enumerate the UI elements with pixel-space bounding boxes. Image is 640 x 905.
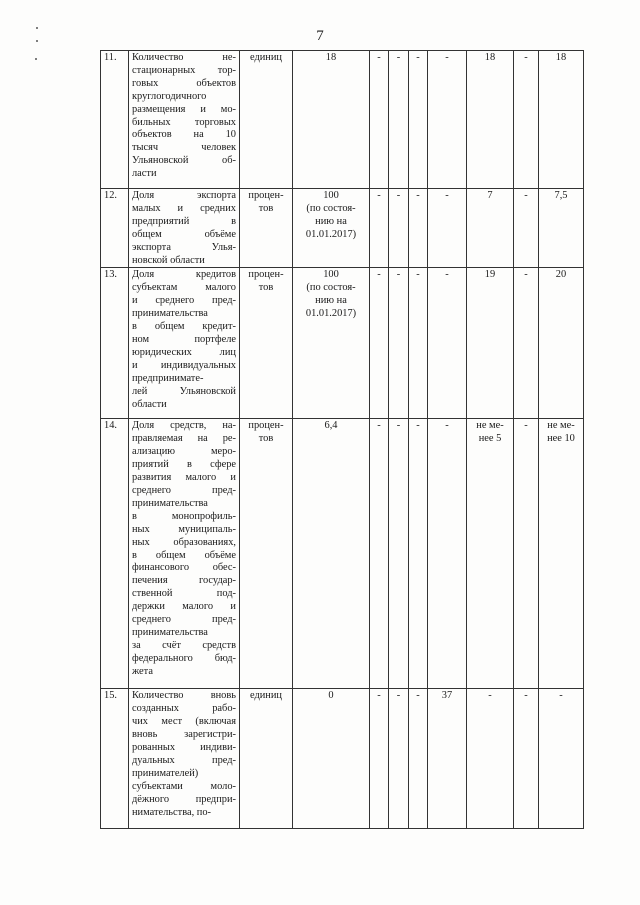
scan-speck xyxy=(36,27,38,29)
indicator-name xyxy=(129,268,240,419)
unit-of-measure xyxy=(240,419,293,689)
base-value-line: 01.01.2017) xyxy=(305,228,357,240)
year-value: не ме- нее 10 xyxy=(539,419,584,689)
indicator-name-line: в общем кредит- xyxy=(132,321,236,333)
row-number: 12. xyxy=(101,189,129,268)
indicator-name-line: стационарных тор- xyxy=(132,64,236,76)
indicator-name-line: Количество вновь xyxy=(132,690,236,702)
year-value: 20 xyxy=(539,268,584,419)
indicator-name-line: бильных торговых xyxy=(132,116,236,128)
year-value: 18 xyxy=(467,51,514,189)
indicator-name-line: принимательства xyxy=(132,308,208,320)
year-value: - xyxy=(467,689,514,829)
indicator-name-line: субъектами моло- xyxy=(132,780,236,792)
base-value xyxy=(293,51,370,189)
year-value: не ме- нее 5 xyxy=(467,419,514,689)
indicator-name-line: общем объёме xyxy=(132,228,236,240)
indicator-name-line: приятий в сфере xyxy=(132,459,236,471)
indicator-name-line: ных образованиях, xyxy=(132,536,236,548)
table-row xyxy=(101,419,584,689)
indicator-name-line: в общем объёме xyxy=(132,549,236,561)
year-value: - xyxy=(409,419,428,689)
year-value: - xyxy=(370,268,389,419)
base-value xyxy=(293,419,370,689)
indicator-name-line: тысяч человек xyxy=(132,142,236,154)
year-value: - xyxy=(539,689,584,829)
year-value: 37 xyxy=(428,689,467,829)
base-value xyxy=(293,268,370,419)
base-value-line: 0 xyxy=(328,690,334,702)
year-value: - xyxy=(389,51,409,189)
year-value: - xyxy=(428,189,467,268)
indicator-name-line: принимательства xyxy=(132,626,208,638)
page-number: 7 xyxy=(316,28,324,44)
indicator-name-line: и индивидуальных xyxy=(132,359,236,371)
indicator-name-line: федерального бюд- xyxy=(132,652,236,664)
unit-of-measure xyxy=(240,268,293,419)
indicator-name-line: объектов на 10 xyxy=(132,129,236,141)
base-value-line: (по состоя- xyxy=(306,282,356,294)
indicator-name-line: принимателей) xyxy=(132,767,199,779)
indicator-name-line: ализацию меро- xyxy=(132,446,236,458)
unit-line: тов xyxy=(258,282,274,294)
year-value: - xyxy=(370,419,389,689)
year-value: - xyxy=(389,689,409,829)
indicator-name-line: принимательства xyxy=(132,497,208,509)
indicator-name-line: предпринимате- xyxy=(132,372,204,384)
indicator-name-line: предприятий в xyxy=(132,215,236,227)
unit-line: единиц xyxy=(249,52,282,63)
indicator-name-line: печения государ- xyxy=(132,575,236,587)
indicator-name-line: развития малого и xyxy=(132,472,236,484)
base-value xyxy=(293,189,370,268)
year-value: - xyxy=(514,419,539,689)
year-value: - xyxy=(409,268,428,419)
row-number: 11. xyxy=(101,51,129,189)
indicator-name-line: Количество не- xyxy=(132,52,236,63)
scan-speck xyxy=(35,58,37,60)
year-value: - xyxy=(514,189,539,268)
year-value: - xyxy=(428,51,467,189)
scan-speck xyxy=(36,40,38,42)
indicator-name-line: ственной под- xyxy=(132,588,236,600)
row-number: 15. xyxy=(101,689,129,829)
indicator-name-line: Доля средств, на- xyxy=(132,420,236,432)
indicator-name-line: среднего пред- xyxy=(132,614,236,626)
year-value: - xyxy=(409,51,428,189)
indicator-name xyxy=(129,189,240,268)
year-value: - xyxy=(514,51,539,189)
indicator-name xyxy=(129,51,240,189)
unit-line: тов xyxy=(258,433,274,445)
indicator-name-line: жета xyxy=(132,665,153,677)
indicator-name-line: держки малого и xyxy=(132,601,236,613)
year-value: - xyxy=(428,419,467,689)
indicator-name-line: дуальных пред- xyxy=(132,754,236,766)
unit-of-measure xyxy=(240,689,293,829)
year-value: - xyxy=(389,189,409,268)
table-row xyxy=(101,268,584,419)
indicator-name-line: круглогодичного xyxy=(132,90,207,102)
base-value xyxy=(293,689,370,829)
base-value-line: 6,4 xyxy=(324,420,338,432)
year-value: 7 xyxy=(467,189,514,268)
indicator-name-line: вновь зарегистри- xyxy=(132,729,236,741)
year-value: - xyxy=(409,689,428,829)
indicator-name-line: в монопрофиль- xyxy=(132,510,236,522)
indicator-name-line: Ульяновской об- xyxy=(132,155,236,167)
indicator-name-line: области xyxy=(132,398,167,410)
indicator-name-line: новской области xyxy=(132,254,205,266)
base-value-line: 100 xyxy=(323,190,339,201)
indicator-name-line: ных муниципаль- xyxy=(132,523,236,535)
indicator-name-line: чих мест (включая xyxy=(132,716,236,728)
indicator-name-line: правляемая на ре- xyxy=(132,433,236,445)
indicator-name-line: лей Ульяновской xyxy=(132,385,236,397)
indicator-name-line: размещения и мо- xyxy=(132,103,236,115)
year-value: - xyxy=(514,268,539,419)
indicator-name-line: среднего пред- xyxy=(132,484,236,496)
indicator-name xyxy=(129,689,240,829)
base-value-line: (по состоя- xyxy=(306,202,356,214)
indicator-name-line: малых и средних xyxy=(132,202,236,214)
table-row xyxy=(101,189,584,268)
unit-line: процен- xyxy=(248,190,284,201)
base-value-line: 100 xyxy=(323,269,339,281)
year-value: - xyxy=(514,689,539,829)
year-value: - xyxy=(370,689,389,829)
year-value: 18 xyxy=(539,51,584,189)
indicator-name-line: говых объектов xyxy=(132,77,236,89)
table-row xyxy=(101,689,584,829)
indicator-name-line: юридических лиц xyxy=(132,346,236,358)
base-value-line: 01.01.2017) xyxy=(305,308,357,320)
unit-line: процен- xyxy=(248,420,284,432)
indicator-name-line: за счёт средств xyxy=(132,639,236,651)
indicator-name-line: Доля экспорта xyxy=(132,190,236,201)
indicator-name-line: Доля кредитов xyxy=(132,269,236,281)
base-value-line: 18 xyxy=(325,52,337,63)
indicator-name-line: ласти xyxy=(132,168,157,180)
indicator-name-line: созданных рабо- xyxy=(132,703,236,715)
unit-line: единиц xyxy=(249,690,282,702)
indicator-name-line: и среднего пред- xyxy=(132,295,236,307)
indicator-name-line: ном портфеле xyxy=(132,333,236,345)
year-value: 19 xyxy=(467,268,514,419)
table-row xyxy=(101,51,584,189)
year-value: - xyxy=(409,189,428,268)
indicators-table xyxy=(100,50,584,829)
year-value: - xyxy=(370,189,389,268)
unit-of-measure xyxy=(240,51,293,189)
year-value: - xyxy=(370,51,389,189)
year-value: - xyxy=(389,268,409,419)
indicator-name xyxy=(129,419,240,689)
year-value: 7,5 xyxy=(539,189,584,268)
unit-of-measure xyxy=(240,189,293,268)
indicator-name-line: нимательства, по- xyxy=(132,806,211,818)
unit-line: тов xyxy=(258,202,274,214)
row-number: 13. xyxy=(101,268,129,419)
base-value-line: нию на xyxy=(315,295,347,307)
year-value: - xyxy=(428,268,467,419)
year-value: - xyxy=(389,419,409,689)
unit-line: процен- xyxy=(248,269,284,281)
indicator-name-line: субъектам малого xyxy=(132,282,236,294)
row-number: 14. xyxy=(101,419,129,689)
indicator-name-line: финансового обес- xyxy=(132,562,236,574)
indicator-name-line: дёжного предпри- xyxy=(132,793,236,805)
base-value-line: нию на xyxy=(315,215,347,227)
indicator-name-line: экспорта Улья- xyxy=(132,241,236,253)
indicator-name-line: рованных индиви- xyxy=(132,742,236,754)
